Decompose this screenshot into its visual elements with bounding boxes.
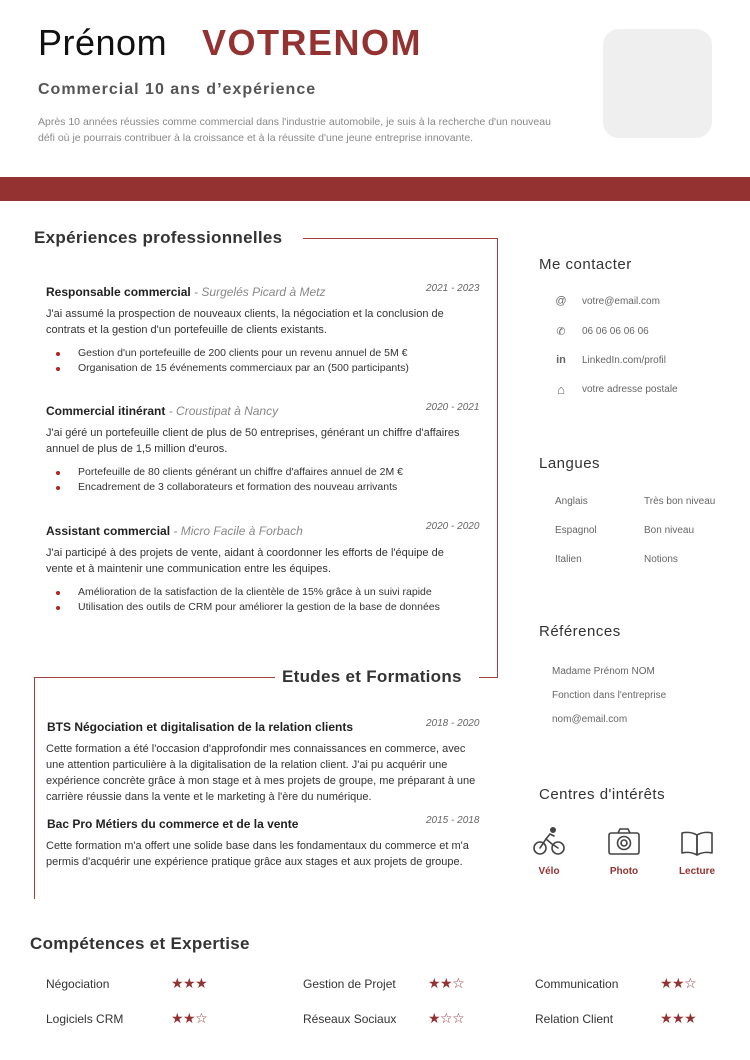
linkedin-icon: in [556,354,566,366]
skill-rating-stars: ★★☆ [428,975,465,991]
list-item: Gestion d'un portefeuille de 200 clients pour un revenu annuel de 5M € [46,346,409,361]
skill-rating-stars: ★★★ [171,975,208,991]
job-2-date: 2020 - 2021 [426,402,480,413]
job-title: Commercial 10 ans d’expérience [38,81,317,98]
references-heading: Références [539,623,621,640]
interest-label-velo: Vélo [538,866,560,877]
job-2-title: Commercial itinérant [46,404,166,418]
job-1-description: J'ai assumé la prospection de nouveaux clients, la négociation et la conclusion de contrats et la gestion d'un portefeuille de clients existants. [46,308,444,336]
contact-email[interactable]: votre@email.com [582,296,660,307]
language-name: Anglais [555,496,588,507]
experience-heading: Expériences professionnelles [34,228,283,247]
job-2-header [46,404,278,418]
skill-name: Réseaux Sociaux [303,1012,397,1026]
job-2-company: - Croustipat à Nancy [165,404,279,418]
skill-name: Logiciels CRM [46,1012,124,1026]
languages-heading: Langues [539,455,601,472]
interests-heading: Centres d'intérêts [539,786,666,803]
skill-rating-stars: ★★★ [660,1010,697,1026]
education-1-date: 2018 - 2020 [426,718,480,729]
list-item: Utilisation des outils de CRM pour améliorer la gestion de la base de données [46,600,440,615]
reference-name: Madame Prénom NOM [552,666,655,677]
job-1-title: Responsable commercial [46,285,191,299]
job-3-title: Assistant commercial [46,524,171,538]
timeline-left-line [34,677,35,899]
list-item: Portefeuille de 80 clients générant un chiffre d'affaires annuel de 2M € [46,465,403,480]
reference-function: Fonction dans l'entreprise [552,690,667,701]
phone-icon: ✆ [556,326,566,338]
timeline-right-line [497,238,498,677]
skill-rating-stars: ★★☆ [171,1010,208,1026]
skill-name: Relation Client [535,1012,614,1026]
job-3-company: - Micro Facile à Forbach [170,524,303,538]
camera-icon [607,827,641,857]
education-1-title: BTS Négociation et digitalisation de la relation clients [47,720,354,734]
job-3-date: 2020 - 2020 [426,521,480,532]
skill-name: Négociation [46,977,110,991]
skill-name: Gestion de Projet [303,977,396,991]
language-level: Très bon niveau [644,496,716,507]
list-item: Organisation de 15 événements commerciaux par an (500 participants) [46,361,409,376]
language-level: Notions [644,554,678,565]
education-2-title: Bac Pro Métiers du commerce et de la vente [47,817,299,831]
book-icon [680,829,714,859]
education-2-date: 2015 - 2018 [426,815,480,826]
skill-name: Communication [535,977,619,991]
education-heading: Etudes et Formations [282,667,462,686]
home-icon: ⌂ [557,382,565,397]
reference-email[interactable]: nom@email.com [552,714,628,725]
education-2-description: Cette formation m'a offert une solide base dans les fondamentaux du commerce et m'a permis d'acquérir une expérience pratique grâce aux stages et aux projets de groupe. [46,840,469,868]
education-1-description: Cette formation a été l'occasion d'approfondir mes connaissances en commerce, avec une attention particulière à la digitalisation de la relation client. J'ai pu acquérir une expérience concrète grâce à mon stage et à mes projets de groupe, me préparant à une carrière réussie dans la vente et le marketing à l'ère du numérique. [46,743,476,803]
education-heading-line-right [479,677,498,678]
skill-rating-stars: ★★☆ [660,975,697,991]
contact-heading: Me contacter [539,256,632,273]
education-heading-line-left [34,677,275,678]
header-banner [0,177,750,201]
job-3-bullets [46,585,440,615]
last-name: VOTRENOM [202,22,423,63]
language-name: Italien [555,554,582,565]
job-2-description: J'ai géré un portefeuille client de plus de 50 entreprises, générant un chiffre d'affaires annuel de plus de 1,5 million d'euros. [46,427,460,455]
experience-heading-line [303,238,498,239]
job-2-bullets [46,465,403,495]
photo-placeholder[interactable] [603,29,712,138]
job-1-date: 2021 - 2023 [426,283,480,294]
job-1-bullets [46,346,409,376]
contact-address: votre adresse postale [582,384,678,395]
contact-linkedin[interactable]: LinkedIn.com/profil [582,355,666,366]
language-level: Bon niveau [644,525,695,536]
bicycle-icon [532,826,566,856]
profile-summary: Après 10 années réussies comme commercial dans l'industrie automobile, je suis à la recherche d'un nouveau défi où je pourrais contribuer à la croissance et à la réussite d'une jeune entreprise innovante. [38,116,551,144]
job-1-header [46,285,325,299]
language-name: Espagnol [555,525,597,536]
at-icon: @ [555,295,567,307]
first-name: Prénom [38,22,168,63]
skill-rating-stars: ★☆☆ [428,1010,465,1026]
job-3-description: J'ai participé à des projets de vente, aidant à coordonner les efforts de l'équipe de vente et à maintenir une communication entre les équipes. [46,547,444,575]
skills-heading: Compétences et Expertise [30,934,250,953]
job-3-header [46,524,303,538]
job-1-company: - Surgelés Picard à Metz [190,285,326,299]
list-item: Encadrement de 3 collaborateurs et formation des nouveau arrivants [46,480,403,495]
interest-label-photo: Photo [609,866,639,877]
interest-label-lecture: Lecture [678,866,716,877]
list-item: Amélioration de la satisfaction de la clientèle de 15% grâce à un suivi rapide [46,585,440,600]
contact-phone[interactable]: 06 06 06 06 06 [582,326,649,337]
